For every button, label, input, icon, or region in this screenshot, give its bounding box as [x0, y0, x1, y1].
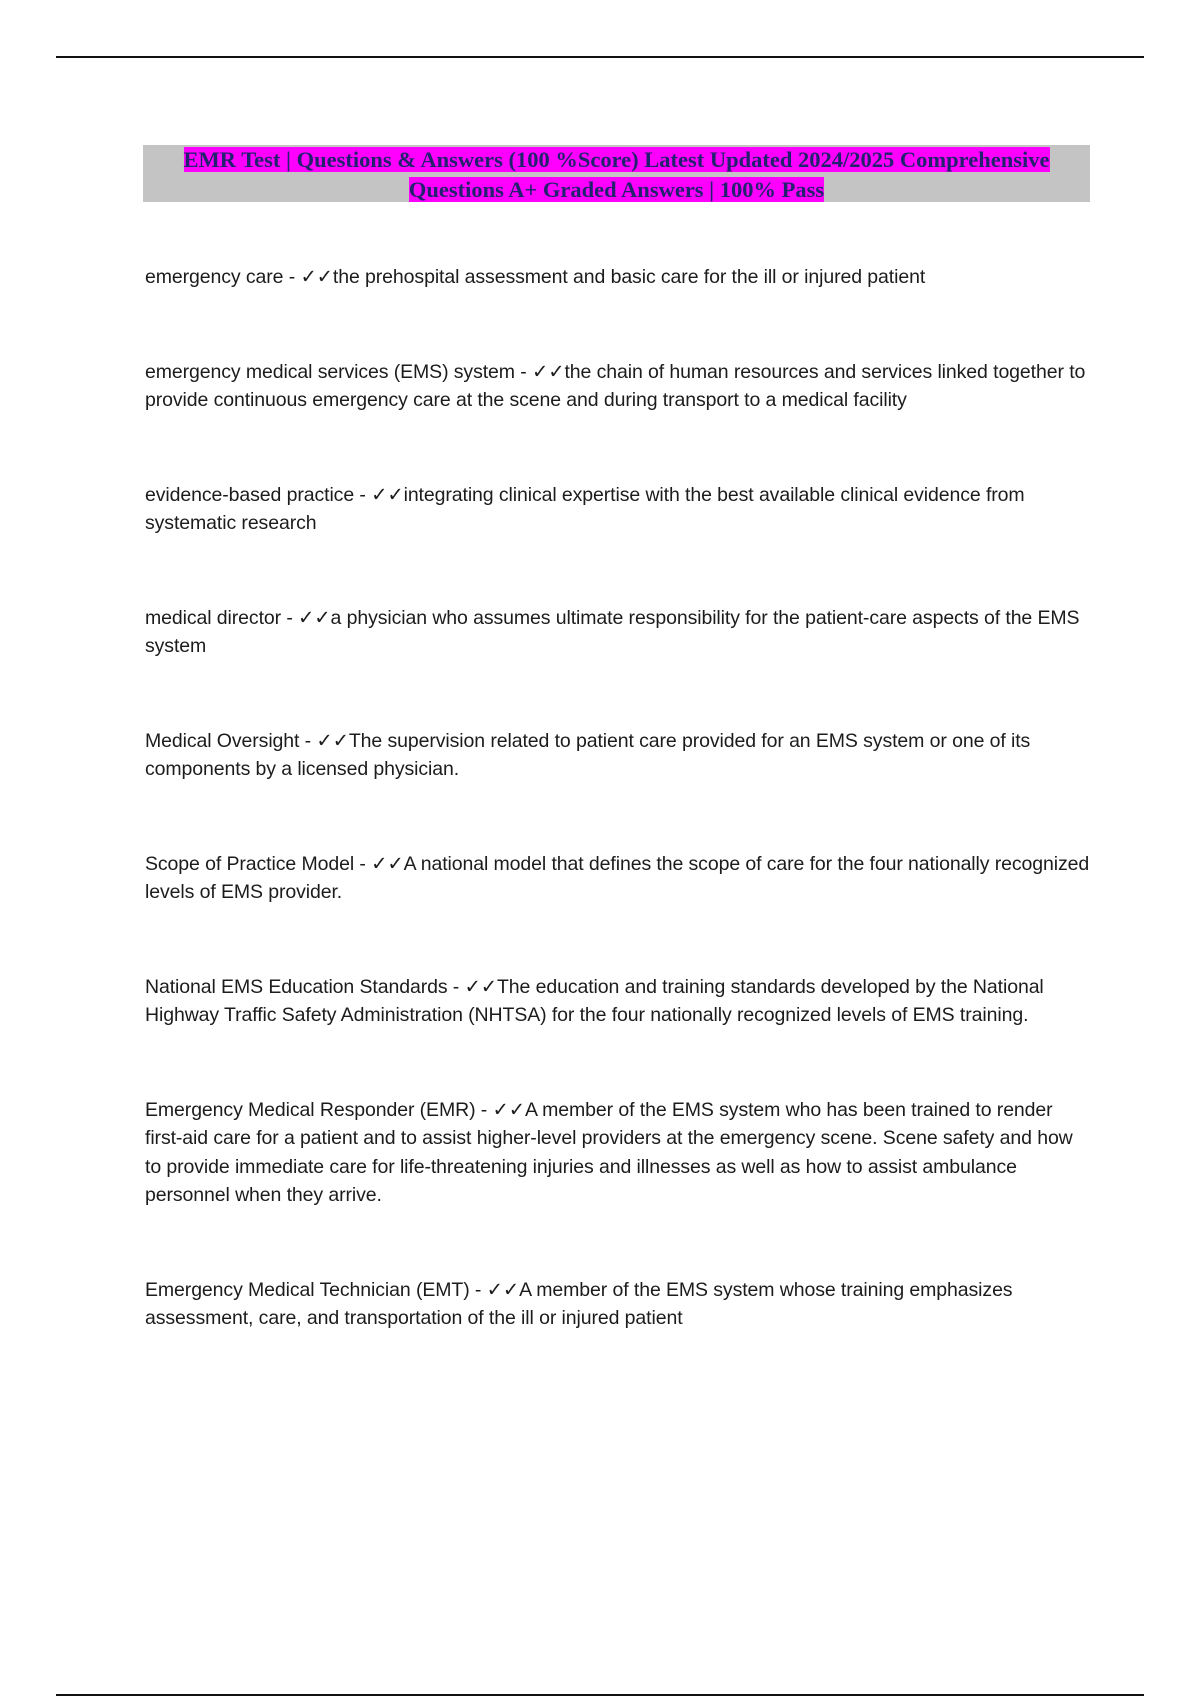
title-line-1: EMR Test | Questions & Answers (100 %Score) Latest Updated 2024/2025 Comprehensive: [183, 147, 1050, 172]
qa-entry-medical-director: medical director - ✓✓a physician who assumes ultimate responsibility for the patient-care aspects of the EMS system: [145, 606, 1080, 657]
qa-entry-emergency-care: emergency care - ✓✓the prehospital assessment and basic care for the ill or injured patient: [145, 266, 926, 288]
qa-entry-emt: Emergency Medical Technician (EMT) - ✓✓A member of the EMS system whose training emphasizes assessment, care, and transportation of the ill or injured patient: [145, 1278, 1013, 1329]
title-line-2: Questions A+ Graded Answers | 100% Pass: [408, 177, 825, 202]
qa-entry-education-standards: National EMS Education Standards - ✓✓The education and training standards developed by the National Highway Traffic Safety Administration (NHTSA) for the four nationally recognized levels of EMS training.: [145, 975, 1044, 1026]
document-title: [143, 145, 1090, 202]
qa-entry-scope-of-practice: Scope of Practice Model - ✓✓A national model that defines the scope of care for the four nationally recognized levels of EMS provider.: [145, 852, 1090, 903]
qa-entry-ems-system: emergency medical services (EMS) system - ✓✓the chain of human resources and services linked together to provide continuous emergency care at the scene and during transport to a medical facility: [145, 360, 1086, 411]
header-rule: [56, 56, 1144, 58]
qa-entry-medical-oversight: Medical Oversight - ✓✓The supervision related to patient care provided for an EMS system or one of its components by a licensed physician.: [145, 729, 1031, 780]
qa-list: [145, 263, 1090, 1399]
footer-rule: [56, 1694, 1144, 1696]
qa-entry-evidence-based-practice: evidence-based practice - ✓✓integrating clinical expertise with the best available clinical evidence from systematic research: [145, 483, 1025, 534]
qa-entry-emr: Emergency Medical Responder (EMR) - ✓✓A member of the EMS system who has been trained to render first-aid care for a patient and to assist higher-level providers at the emergency scene. Scene safety and how to provide immediate care for life-threatening injuries and illnesses as well as how to assist ambulance personnel when they arrive.: [145, 1098, 1073, 1206]
